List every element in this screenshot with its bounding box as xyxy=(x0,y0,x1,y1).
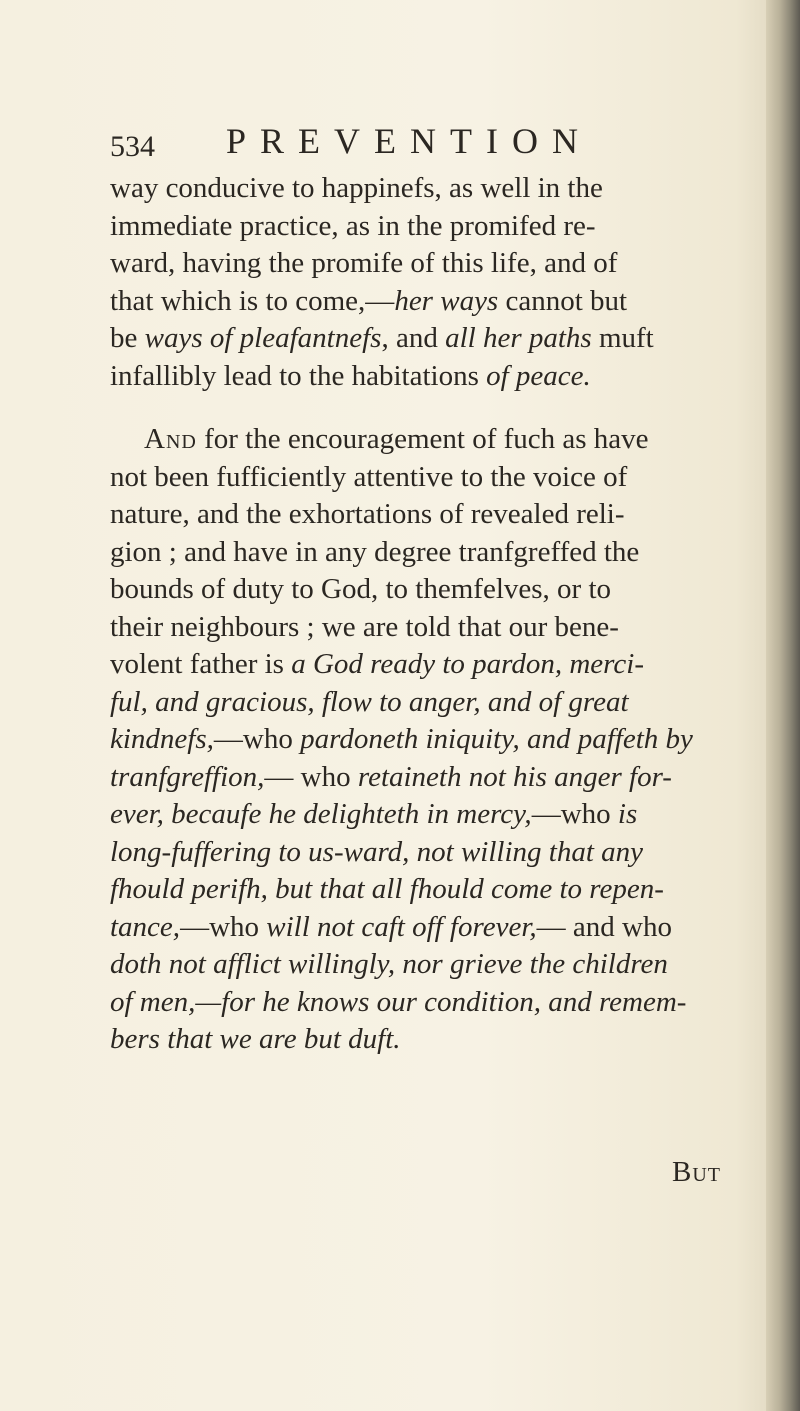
text-run: —who xyxy=(180,910,267,943)
text-line: doth not afflict willingly, nor grieve the children xyxy=(110,948,668,980)
text-run: volent father is xyxy=(110,648,292,680)
italic-run: her ways xyxy=(394,284,499,317)
italic-run: ever, becaufe he delighteth in mercy, xyxy=(110,798,532,830)
italic-run: is xyxy=(617,798,638,830)
text-line: ful, and gracious, flow to anger, and of great xyxy=(110,685,629,718)
text-run: be xyxy=(110,322,145,354)
text-run: cannot but xyxy=(498,284,628,317)
text-line xyxy=(110,421,755,459)
text-line: way conducive to happinefs, as well in the xyxy=(110,172,603,204)
small-caps-run: And xyxy=(144,423,197,455)
italic-run: tance, xyxy=(110,910,181,943)
text-run: that which is to come,— xyxy=(110,284,395,317)
page-header xyxy=(110,120,730,176)
text-line xyxy=(110,646,755,684)
text-line: not been fufficiently attentive to the voice of xyxy=(110,460,628,493)
text-line xyxy=(110,283,755,321)
catchword: But xyxy=(672,1156,722,1188)
paragraph-gap xyxy=(110,395,755,421)
text-line: fhould perifh, but that all fhould come to repen- xyxy=(110,873,664,905)
text-line: immediate practice, as in the promifed re- xyxy=(110,209,596,242)
text-run: muft xyxy=(591,322,654,354)
text-line xyxy=(110,909,755,947)
text-line xyxy=(110,721,755,759)
text-run: for the encouragement of fuch as have xyxy=(196,423,649,455)
italic-run: retaineth not his anger for- xyxy=(357,760,672,793)
text-line: long-fuffering to us-ward, not willing that any xyxy=(110,835,644,868)
text-run: infallibly lead to the habitations xyxy=(110,359,487,392)
text-line: gion ; and have in any degree tranfgreffed the xyxy=(110,535,640,568)
text-run: , and xyxy=(381,322,446,354)
text-run: — and who xyxy=(536,910,672,943)
text-run: —who xyxy=(213,723,301,755)
text-line xyxy=(110,759,755,797)
italic-run: a God ready to pardon, merci- xyxy=(291,648,644,680)
text-line xyxy=(110,358,755,396)
running-head: PREVENTION xyxy=(226,121,592,161)
text-line: ward, having the promife of this life, and of xyxy=(110,247,618,279)
italic-run: kindnefs, xyxy=(110,723,214,755)
page-number: 534 xyxy=(110,130,155,163)
text-line: bounds of duty to God, to themfelves, or to xyxy=(110,573,612,605)
body-text xyxy=(110,170,755,1059)
text-run: — who xyxy=(264,760,358,793)
book-spine-shadow xyxy=(766,0,800,1411)
italic-run: tranfgreffion, xyxy=(110,760,265,793)
text-line: bers that we are but duft. xyxy=(110,1023,401,1055)
text-line xyxy=(110,320,755,358)
italic-run: ways of pleafantnefs xyxy=(144,322,382,354)
text-line xyxy=(110,796,755,834)
text-line: of men,—for he knows our condition, and remem- xyxy=(110,985,687,1018)
text-run: —who xyxy=(531,798,618,830)
italic-run: pardoneth iniquity, and paffeth by xyxy=(300,723,693,755)
italic-run: will not caft off forever, xyxy=(266,910,537,943)
italic-run: of peace. xyxy=(486,359,591,392)
italic-run: all her paths xyxy=(445,322,592,354)
text-line: their neighbours ; we are told that our bene- xyxy=(110,610,619,643)
text-line: nature, and the exhortations of revealed reli- xyxy=(110,498,625,530)
